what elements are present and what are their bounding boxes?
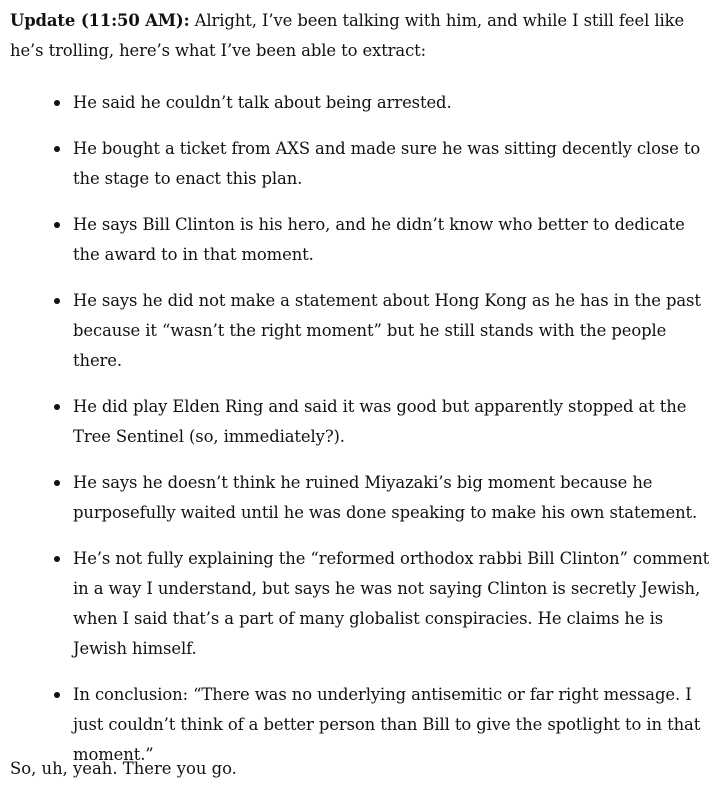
list-item	[10, 468, 710, 528]
list-item-text: He says he did not make a statement about Hong Kong as he has in the past because it “wasn’t the right moment” but he still stands with the people there.	[73, 291, 701, 370]
bullet-list	[10, 88, 710, 770]
list-item-text: He bought a ticket from AXS and made sure he was sitting decently close to the stage to enact this plan.	[73, 139, 701, 188]
article-body	[10, 6, 710, 786]
list-item	[10, 134, 710, 194]
bullet-icon	[54, 222, 60, 228]
list-item-text: He’s not fully explaining the “reformed orthodox rabbi Bill Clinton” comment in a way I understand, but says he was not saying Clinton is secretly Jewish, when I said that’s a part of many globalist conspiracies. He claims he is Jewish himself.	[73, 549, 710, 658]
update-label: Update (11:50 AM):	[10, 11, 190, 30]
bullet-icon	[54, 146, 60, 152]
list-item-text: He said he couldn’t talk about being arrested.	[73, 93, 452, 112]
list-item	[10, 392, 710, 452]
bullet-icon	[54, 692, 60, 698]
update-text: Alright, I’ve been talking with him, and while I still feel like he’s trolling, here’s what I’ve been able to extract:	[10, 11, 685, 60]
list-item-text: He says he doesn’t think he ruined Miyazaki’s big moment because he purposefully waited until he was done speaking to make his own statement.	[73, 473, 698, 522]
bullet-icon	[54, 404, 60, 410]
list-item-text: He says Bill Clinton is his hero, and he didn’t know who better to dedicate the award to in that moment.	[73, 215, 685, 264]
list-item-text: In conclusion: “There was no underlying antisemitic or far right message. I just couldn’t think of a better person than Bill to give the spotlight to in that moment.”	[73, 685, 701, 764]
list-item	[10, 210, 710, 270]
update-paragraph	[10, 6, 710, 66]
list-item	[10, 286, 710, 376]
bullet-icon	[54, 556, 60, 562]
list-item	[10, 544, 710, 664]
bullet-icon	[54, 480, 60, 486]
list-item	[10, 88, 710, 118]
bullet-icon	[54, 298, 60, 304]
list-item-text: He did play Elden Ring and said it was good but apparently stopped at the Tree Sentinel (so, immediately?).	[73, 397, 687, 446]
bullet-icon	[54, 100, 60, 106]
closing-paragraph: So, uh, yeah. There you go.	[10, 759, 237, 778]
